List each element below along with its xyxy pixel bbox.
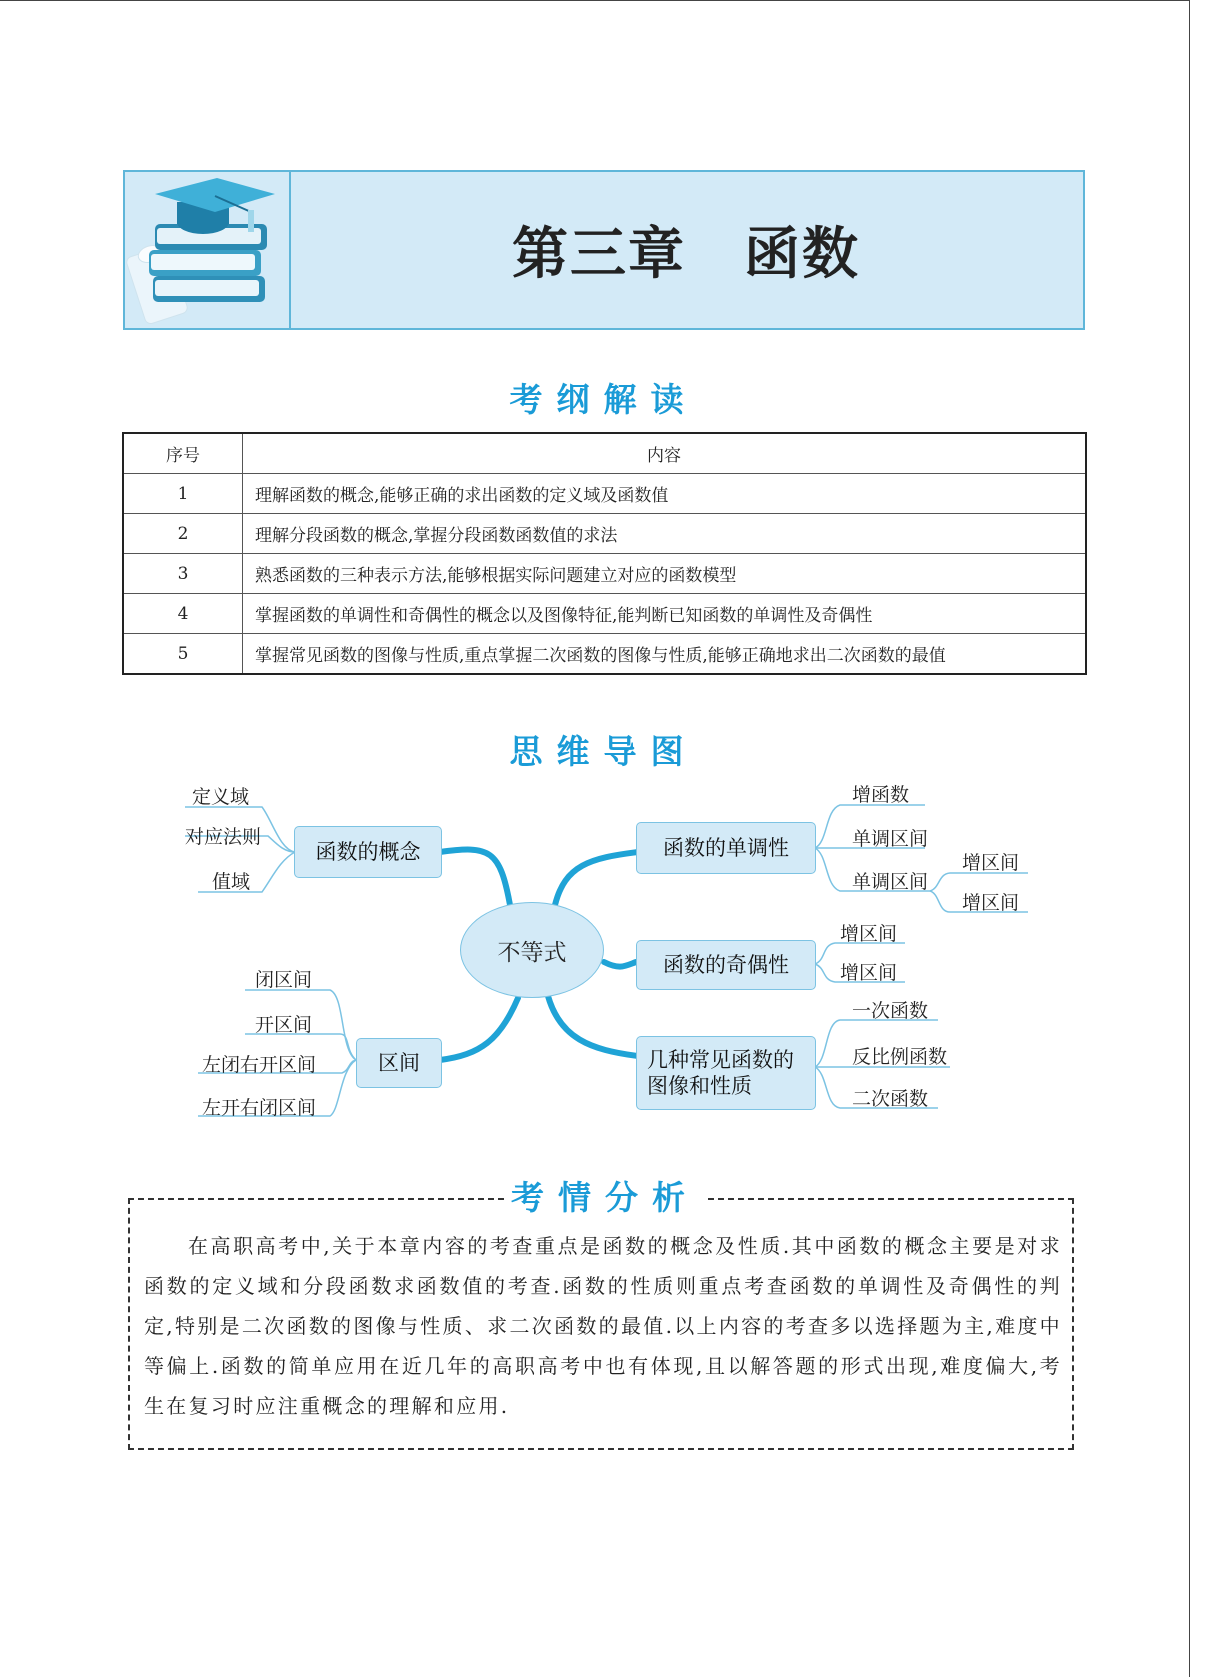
leaf-parity-interval-1: 增区间 bbox=[840, 923, 898, 945]
leaf-left-closed-right-open: 左闭右开区间 bbox=[202, 1054, 317, 1076]
leaf-inverse-proportion: 反比例函数 bbox=[852, 1046, 948, 1068]
row-number: 4 bbox=[123, 594, 243, 634]
node-interval: 区间 bbox=[356, 1038, 442, 1088]
leaf-sub-increasing-interval: 增区间 bbox=[962, 852, 1020, 874]
leaf-sub-increasing-interval-2: 增区间 bbox=[962, 892, 1020, 914]
leaf-left-open-right-closed: 左开右闭区间 bbox=[202, 1097, 317, 1119]
leaf-increasing-function: 增函数 bbox=[852, 784, 910, 806]
analysis-section-title: 考情分析 bbox=[505, 1172, 705, 1219]
row-number: 1 bbox=[123, 474, 243, 514]
leaf-linear-function: 一次函数 bbox=[852, 1000, 929, 1022]
row-number: 5 bbox=[123, 634, 243, 675]
table-header-row bbox=[123, 433, 1086, 474]
row-content: 理解分段函数的概念,掌握分段函数函数值的求法 bbox=[243, 514, 1087, 554]
table-row bbox=[123, 554, 1086, 594]
table-row bbox=[123, 474, 1086, 514]
table-row bbox=[123, 594, 1086, 634]
mindmap-center-node: 不等式 bbox=[460, 902, 604, 998]
leaf-quadratic-function: 二次函数 bbox=[852, 1088, 929, 1110]
leaf-rule: 对应法则 bbox=[185, 826, 262, 848]
row-number: 3 bbox=[123, 554, 243, 594]
leaf-range: 值域 bbox=[212, 871, 251, 893]
branch-common bbox=[548, 996, 638, 1056]
column-header-number: 序号 bbox=[123, 433, 243, 474]
node-function-concept: 函数的概念 bbox=[294, 826, 442, 878]
graduation-books-icon bbox=[125, 172, 291, 328]
row-content: 理解函数的概念,能够正确的求出函数的定义域及函数值 bbox=[243, 474, 1087, 514]
branch-parity bbox=[604, 962, 636, 967]
node-common-functions: 几种常见函数的图像和性质 bbox=[636, 1036, 816, 1110]
analysis-paragraph: 在高职高考中,关于本章内容的考查重点是函数的概念及性质.其中函数的概念主要是对求函数的定义域和分段函数求函数值的考查.函数的性质则重点考查函数的单调性及奇偶性的判定,特别是二次函数的图像与性质、求二次函数的最值.以上内容的考查多以选择题为主,难度中等偏上.函数的简单应用在近几年的高职高考中也有体现,且以解答题的形式出现,难度偏大,考生在复习时应注重概念的理解和应用. bbox=[144, 1234, 1062, 1418]
branch-concept bbox=[440, 850, 510, 905]
leaf-domain: 定义域 bbox=[192, 786, 250, 808]
branch-interval bbox=[440, 998, 518, 1060]
table-row bbox=[123, 514, 1086, 554]
leaf-monotonic-interval: 单调区间 bbox=[852, 828, 929, 850]
leaf-closed-interval: 闭区间 bbox=[255, 969, 313, 991]
syllabus-section-title: 考纲解读 bbox=[509, 380, 698, 419]
table-row bbox=[123, 634, 1086, 675]
chapter-header bbox=[123, 170, 1085, 330]
chapter-title: 第三章 函数 bbox=[512, 222, 860, 287]
mindmap-connectors bbox=[0, 770, 1207, 1150]
mindmap bbox=[0, 770, 1207, 1150]
row-content: 熟悉函数的三种表示方法,能够根据实际问题建立对应的函数模型 bbox=[243, 554, 1087, 594]
leaf-monotonic-interval-2: 单调区间 bbox=[852, 871, 929, 893]
row-number: 2 bbox=[123, 514, 243, 554]
row-content: 掌握函数的单调性和奇偶性的概念以及图像特征,能判断已知函数的单调性及奇偶性 bbox=[243, 594, 1087, 634]
mindmap-section-title: 思维导图 bbox=[509, 732, 698, 771]
syllabus-table bbox=[122, 432, 1087, 675]
node-parity: 函数的奇偶性 bbox=[636, 940, 816, 990]
branch-monotonic bbox=[555, 852, 638, 905]
leaf-open-interval: 开区间 bbox=[255, 1014, 313, 1036]
row-content: 掌握常见函数的图像与性质,重点掌握二次函数的图像与性质,能够正确地求出二次函数的最值 bbox=[243, 634, 1087, 675]
column-header-content: 内容 bbox=[243, 433, 1087, 474]
leaf-parity-interval-2: 增区间 bbox=[840, 962, 898, 984]
node-monotonicity: 函数的单调性 bbox=[636, 822, 816, 874]
